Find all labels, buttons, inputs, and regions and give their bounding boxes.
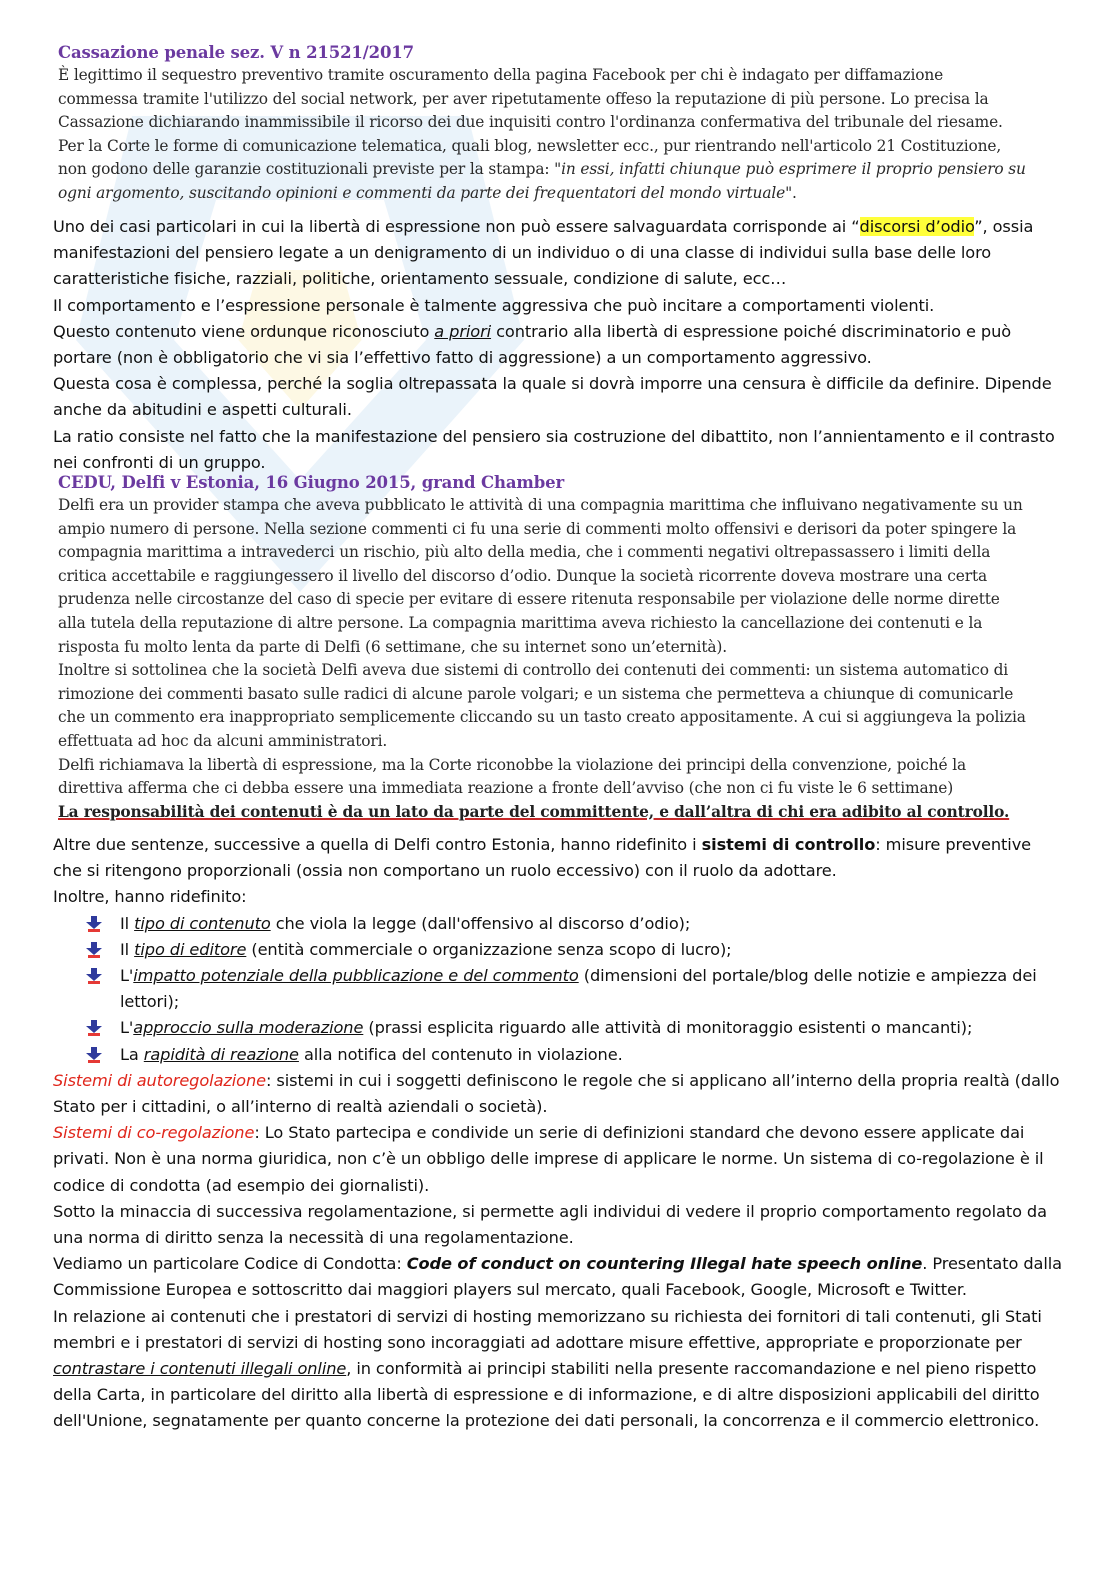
list-item: Il tipo di editore (entità commerciale o organizzazione senza scopo di lucro);: [85, 937, 1063, 963]
list-item: La rapidità di reazione alla notifica del contenuto in violazione.: [85, 1042, 1063, 1068]
text-line: Inoltre si sottolinea che la società Delfi aveva due sistemi di controllo dei contenuti dei commenti: un sistema automatico di: [58, 661, 1009, 680]
arrow-bullet-icon: [85, 916, 103, 932]
text-line: Per la Corte le forme di comunicazione telematica, quali blog, newsletter ecc., pur rientrando nell'articolo 21 Costituzione,: [58, 136, 1002, 155]
text-line: alla tutela della reputazione di altre persone. La compagnia marittima aveva richiesto la cancellazione dei contenuti e la: [58, 613, 983, 632]
paragraph: Questo contenuto viene ordunque riconosciuto a priori contrario alla libertà di espressione poiché discriminatorio e può portare (non è obbligatorio che vi sia l’effettivo fatto di aggressione) a un comportamento aggressivo.: [53, 321, 1012, 368]
text-line: È legittimo il sequestro preventivo tramite oscuramento della pagina Facebook per chi è indagato per diffamazione: [58, 66, 944, 84]
paragraph: Inoltre, hanno ridefinito:: [53, 887, 247, 907]
underlined-term: tipo di editore: [134, 939, 247, 959]
notes-block-control-systems: [53, 832, 1063, 1435]
text-line: commessa tramite l'utilizzo del social network, per aver ripetutamente offeso la reputazione di più persone. Lo precisa la: [58, 89, 989, 108]
underlined-term: approccio sulla moderazione: [133, 1018, 364, 1038]
paragraph: Sistemi di autoregolazione: sistemi in cui i soggetti definiscono le regole che si applicano all’interno della propria realtà (dallo Stato per i cittadini, o all’interno di realtà aziendali o società).: [53, 1070, 1060, 1117]
text-line: critica accettabile e raggiungessero il livello del discorso d’odio. Dunque la società ricorrente doveva mostrare una certa: [58, 566, 987, 585]
text-line: Delfi era un provider stampa che aveva pubblicato le attività di una compagnia marittima che influivano negativamente su un: [58, 496, 1023, 514]
paragraph: Questa cosa è complessa, perché la soglia oltrepassata la quale si dovrà imporre una censura è difficile da definire. Dipende anche da abitudini e aspetti culturali.: [53, 374, 1052, 420]
arrow-bullet-icon: [85, 1020, 103, 1036]
paragraph: La ratio consiste nel fatto che la manifestazione del pensiero sia costruzione del dibattito, non l’annientamento e il contrasto nei confronti di un gruppo.: [53, 426, 1055, 472]
paragraph: Altre due sentenze, successive a quella di Delfi contro Estonia, hanno ridefinito i sistemi di controllo: misure preventive che si ritengono proporzionali (ossia non comportano un ruolo eccessivo) con il ruolo da adottare.: [53, 835, 1032, 881]
text-line: prudenza nelle circostanze del caso di specie per evitare di essere ritenuta responsabile per violazione delle norme dirette: [58, 590, 1000, 609]
notes-block-hate-speech: [53, 214, 1063, 476]
paragraph: Sistemi di co-regolazione: Lo Stato partecipa e condivide un serie di definizioni standard che devono essere applicate dai privati. Non è una norma giuridica, non c’è un obbligo delle imprese di applicare le norme. Un sistema di co-regolazione è il codice di condotta (ad esempio dei giornalisti).: [53, 1123, 1044, 1195]
quote-italic: in essi, infatti chiunque può esprimere il proprio pensiero su: [561, 160, 1026, 179]
highlighted-term: discorsi d’odio: [859, 217, 975, 236]
section-heading: Cassazione penale sez. V n 21521/2017: [58, 43, 414, 62]
text-line: che un commento era inappropriato semplicemente cliccando su un tasto creato appositamente. A cui si aggiungeva la polizia: [58, 708, 1026, 727]
text-line: effettuata ad hoc da alcuni amministratori.: [58, 731, 388, 750]
text-line: ampio numero di persone. Nella sezione commenti ci fu una serie di commenti molto offensivi e derisori da poter spingere la: [58, 519, 1017, 538]
bold-term: sistemi di controllo: [701, 835, 876, 854]
underlined-term: impatto potenziale della pubblicazione e del commento: [133, 966, 579, 986]
paragraph: Sotto la minaccia di successiva regolamentazione, si permette agli individui di vedere il proprio comportamento regolato da una norma di diritto senza la necessità di una regolamentazione.: [53, 1201, 1047, 1248]
list-item: Il tipo di contenuto che viola la legge (dall'offensivo al discorso d’odio);: [85, 911, 1063, 937]
underlined-term: a priori: [434, 321, 492, 341]
list-item: L'approccio sulla moderazione (prassi esplicita riguardo alle attività di monitoraggio esistenti o mancanti);: [85, 1015, 1063, 1041]
arrow-bullet-icon: [85, 1047, 103, 1063]
scan-excerpt-cassazione: [58, 42, 1068, 206]
paragraph: Uno dei casi particolari in cui la libertà di espressione non può essere salvaguardata corrisponde ai “discorsi d’odio”, ossia manifestazioni del pensiero legate a un denigramento di un individuo o di una classe di individui sulla base delle loro caratteristiche fisiche, razziali, politiche, orientamento sessuale, condizione di salute, ecc…: [53, 217, 1034, 289]
paragraph: In relazione ai contenuti che i prestatori di servizi di hosting memorizzano su richiesta dei fornitori di tali contenuti, gli Stati membri e i prestatori di servizi di hosting sono incoraggiati ad adottare misure effettive, appropriate e proporzionate per contrastare i contenuti illegali online, in conformità ai principi stabiliti nella presente raccomandazione e nel pieno rispetto della Carta, in particolare del diritto alla libertà di espressione e di informazione, e di altre disposizioni applicabili del diritto dell'Unione, segnatamente per quanto concerne la protezione dei dati personali, la concorrenza e il commercio elettronico.: [53, 1306, 1042, 1431]
text-line: ogni argomento, suscitando opinioni e commenti da parte dei frequentatori del mondo virtuale".: [58, 183, 797, 202]
red-term: Sistemi di co-regolazione: [53, 1123, 255, 1143]
text-line: Delfi richiamava la libertà di espressione, ma la Corte riconobbe la violazione dei principi della convenzione, poiché la: [58, 755, 967, 774]
underlined-term: tipo di contenuto: [134, 913, 271, 933]
text-line: Cassazione dichiarando inammissibile il ricorso dei due inquisiti contro l'ordinanza confermativa del tribunale del riesame.: [58, 113, 1003, 132]
text-line: rimozione dei commenti basato sulle radici di alcune parole volgari; e un sistema che permetteva a chiunque di comunicarle: [58, 684, 1014, 703]
text-line: compagnia marittima a intravederci un rischio, più alto della media, che i commenti negativi oltrepassassero i limiti della: [58, 543, 991, 562]
text-line: risposta fu molto lenta da parte di Delfi (6 settimane, che su internet sono un’eternità).: [58, 637, 727, 656]
text-line: non godono delle garanzie costituzionali previste per la stampa: "in essi, infatti chiunque può esprimere il proprio pensiero su: [58, 160, 1026, 179]
underlined-conclusion: La responsabilità dei contenuti è da un lato da parte del committente, e dall’altra di chi era adibito al controllo.: [58, 802, 1010, 821]
red-term: Sistemi di autoregolazione: [53, 1070, 266, 1090]
quote-italic: ogni argomento, suscitando opinioni e commenti da parte dei frequentatori del mondo virtuale: [58, 183, 786, 202]
arrow-bullet-icon: [85, 942, 103, 958]
section-heading: CEDU, Delfi v Estonia, 16 Giugno 2015, grand Chamber: [58, 473, 564, 492]
criteria-list: [53, 911, 1063, 1068]
arrow-bullet-icon: [85, 968, 103, 984]
paragraph: Vediamo un particolare Codice di Condotta: Code of conduct on countering Illegal hate speech online. Presentato dalla Commissione Europea e sottoscritto dai maggiori players sul mercato, quali Facebook, Google, Microsoft e Twitter.: [53, 1254, 1062, 1300]
text-line: direttiva afferma che ci debba essere una immediata reazione a fronte dell’avviso (che non ci fu viste le 6 settimane): [58, 779, 954, 798]
underlined-term: contrastare i contenuti illegali online: [53, 1359, 347, 1379]
underlined-term: rapidità di reazione: [143, 1044, 299, 1064]
paragraph: Il comportamento e l’espressione personale è talmente aggressiva che può incitare a comportamenti violenti.: [53, 295, 935, 315]
code-title: Code of conduct on countering Illegal hate speech online: [406, 1254, 923, 1274]
list-item: L'impatto potenziale della pubblicazione e del commento (dimensioni del portale/blog delle notizie e ampiezza dei lettori);: [85, 963, 1063, 1015]
scan-excerpt-delfi: [58, 472, 1068, 824]
